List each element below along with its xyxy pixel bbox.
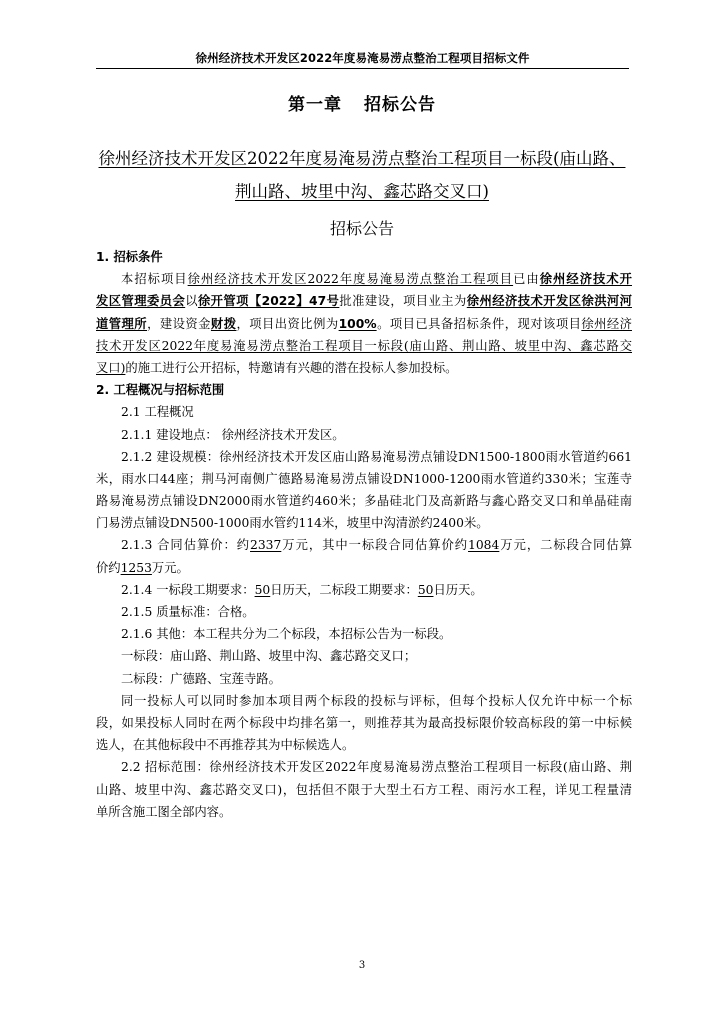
paragraph-line: 2.1 工程概况: [121, 405, 194, 420]
paragraph-line: 发区管理委员会以徐开管项【2022】47号批准建设，项目业主为徐州经济技术开发区徐洪河河: [96, 294, 632, 309]
paragraph-line: 二标段：广德路、宝莲寺路。: [121, 671, 281, 686]
paragraph-line: 2.1.1 建设地点： 徐州经济技术开发区。: [121, 427, 345, 442]
chapter-title: [0, 90, 724, 115]
paragraph-line: 2.2 招标范围：徐州经济技术开发区2022年度易淹易涝点整治工程项目一标段(庙山路、荆: [121, 760, 632, 775]
paragraph-line: 单所含施工图全部内容。: [96, 804, 232, 819]
paragraph-line: 门易涝点铺设DN500-1000雨水管约114米，坡里中沟清淤约2400米。: [96, 516, 489, 531]
paragraph-line: 道管理所，建设资金财拨，项目出资比例为100%。项目已具备招标条件，现对该项目徐州经济: [96, 316, 632, 331]
paragraph-line: 同一投标人可以同时参加本项目两个标段的投标与评标，但每个投标人仅允许中标一个标: [121, 693, 632, 708]
paragraph-line: 技术开发区2022年度易淹易涝点整治工程项目一标段(庙山路、荆山路、坡里中沟、鑫芯路交: [96, 338, 632, 353]
paragraph-line: 2.1.3 合同估算价：约2337万元，其中一标段合同估算价约1084万元，二标段合同估算: [121, 538, 632, 553]
paragraph-line: 山路、坡里中沟、鑫芯路交叉口)，包括但不限于大型土石方工程、雨污水工程，详见工程量清: [96, 782, 632, 797]
chapter-number: 第一章: [288, 95, 342, 115]
paragraph-line: 路易淹易涝点铺设DN2000雨水管道约460米；多晶硅北门及高新路与鑫心路交叉口和单晶硅南: [96, 494, 632, 509]
document-header: 徐州经济技术开发区2022年度易淹易涝点整治工程项目招标文件: [96, 50, 629, 69]
project-title-line-2: 荆山路、坡里中沟、鑫芯路交叉口): [235, 182, 489, 201]
paragraph-line: 2.1.6 其他：本工程共分为二个标段，本招标公告为一标段。: [121, 627, 452, 642]
section-1-heading: 1. 招标条件: [96, 250, 163, 264]
paragraph-line: 2.1.2 建设规模：徐州经济技术开发区庙山路易淹易涝点铺设DN1500-1800雨水管道约661: [121, 449, 632, 464]
paragraph-line: 2.1.5 质量标准：合格。: [121, 605, 255, 619]
paragraph-line: 选人，在其他标段中不再推荐其为中标候选人。: [96, 738, 355, 753]
paragraph-line: 价约1253万元。: [96, 560, 189, 575]
paragraph-line: 米，雨水口44座；荆马河南侧广德路易淹易涝点铺设DN1000-1200雨水管道约330米；宝莲寺: [96, 471, 632, 486]
paragraph-line: 本招标项目徐州经济技术开发区2022年度易淹易涝点整治工程项目已由徐州经济技术开: [121, 272, 632, 287]
paragraph-line: 一标段：庙山路、荆山路、坡里中沟、鑫芯路交叉口；: [121, 649, 417, 664]
document-body: [96, 246, 632, 823]
project-title-line-1: 徐州经济技术开发区2022年度易淹易涝点整治工程项目一标段(庙山路、: [98, 149, 626, 168]
paragraph-line: 叉口)的施工进行公开招标，特邀请有兴趣的潜在投标人参加投标。: [96, 360, 458, 375]
paragraph-line: 段，如果投标人同时在两个标段中均排名第一，则推荐其为最高投标限价较高标段的第一中标候: [96, 715, 632, 730]
paragraph-line: 2.1.4 一标段工期要求：50日历天，二标段工期要求：50日历天。: [121, 582, 483, 597]
notice-title: 招标公告: [329, 219, 394, 238]
section-2-heading: 2. 工程概况与招标范围: [96, 383, 225, 398]
page-number: 3: [358, 960, 366, 971]
chapter-name: 招标公告: [364, 95, 436, 115]
